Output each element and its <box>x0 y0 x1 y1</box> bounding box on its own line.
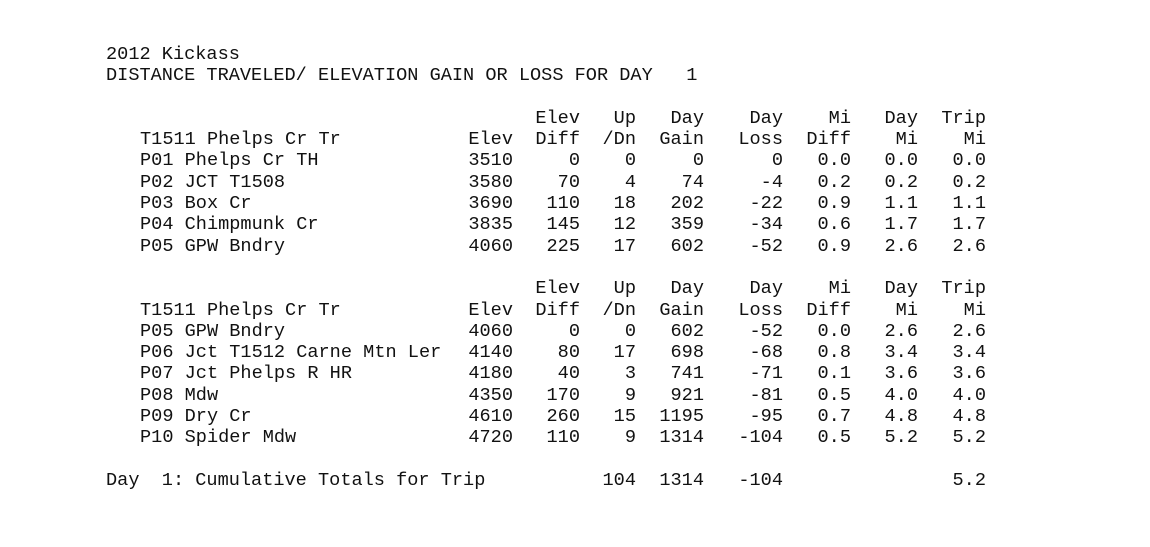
cell-mid: 0.2 <box>817 171 851 193</box>
cell-loss: -71 <box>749 363 783 385</box>
cell-name: T1511 Phelps Cr Tr <box>140 299 341 321</box>
cell-updn: 12 <box>613 214 636 236</box>
cell-diff: 70 <box>557 171 580 193</box>
cell-mid: Mi <box>828 107 851 129</box>
cell-trip: Mi <box>963 299 986 321</box>
cell-diff: Diff <box>535 129 580 151</box>
cell-mid: 0.6 <box>817 214 851 236</box>
cell-diff: 110 <box>546 193 580 215</box>
cell-loss: Day <box>749 278 783 300</box>
cell-mid: Mi <box>828 278 851 300</box>
cell-trip: 5.2 <box>952 427 986 449</box>
cell-trip: 1.7 <box>952 214 986 236</box>
table-row <box>140 236 1040 257</box>
cell-daym: 0.0 <box>884 150 918 172</box>
cell-daym: 2.6 <box>884 235 918 257</box>
cell-gain: 359 <box>670 214 704 236</box>
totals-updn: 104 <box>602 469 636 491</box>
cell-name: P07 Jct Phelps R HR <box>140 363 353 385</box>
cell-daym: 1.7 <box>884 214 918 236</box>
cell-updn: 18 <box>613 193 636 215</box>
cell-elev: 4350 <box>468 384 513 406</box>
table-row <box>140 385 1040 406</box>
cell-mid: Diff <box>806 129 851 151</box>
table-header <box>140 300 1040 321</box>
cell-gain: Day <box>670 107 704 129</box>
cell-daym: 3.4 <box>884 342 918 364</box>
table-row <box>140 193 1040 214</box>
cell-diff: 225 <box>546 235 580 257</box>
cell-loss: -34 <box>749 214 783 236</box>
cell-elev: Elev <box>468 129 513 151</box>
report <box>106 44 1040 491</box>
cell-trip: Trip <box>941 107 986 129</box>
cumulative-totals-row <box>106 470 1006 491</box>
cell-elev: 4720 <box>468 427 513 449</box>
table-row <box>140 172 1040 193</box>
cell-updn: 4 <box>624 171 636 193</box>
cell-mid: 0.0 <box>817 150 851 172</box>
cell-gain: 741 <box>670 363 704 385</box>
cell-diff: 80 <box>557 342 580 364</box>
totals-loss: -104 <box>738 469 783 491</box>
cell-loss: -52 <box>749 235 783 257</box>
cell-gain: 921 <box>670 384 704 406</box>
cell-diff: 40 <box>557 363 580 385</box>
cell-mid: Diff <box>806 299 851 321</box>
table-row <box>140 406 1040 427</box>
totals-label: Day 1: Cumulative Totals for Trip <box>106 469 486 491</box>
cell-name: P03 Box Cr <box>140 193 252 215</box>
cell-gain: Gain <box>659 129 704 151</box>
cell-loss: -4 <box>760 171 783 193</box>
cell-updn: /Dn <box>602 129 636 151</box>
cell-daym: 4.8 <box>884 406 918 428</box>
cell-updn: 9 <box>624 384 636 406</box>
cell-name: P08 Mdw <box>140 384 219 406</box>
segment-table <box>140 278 1040 448</box>
cell-name: P09 Dry Cr <box>140 406 252 428</box>
cell-loss: -22 <box>749 193 783 215</box>
cell-daym: Day <box>884 107 918 129</box>
cell-gain: 74 <box>681 171 704 193</box>
cell-updn: 15 <box>613 406 636 428</box>
cell-mid: 0.5 <box>817 427 851 449</box>
cell-loss: Loss <box>738 129 783 151</box>
cell-diff: 145 <box>546 214 580 236</box>
cell-elev: 4060 <box>468 320 513 342</box>
table-row <box>140 150 1040 171</box>
cell-mid: 0.8 <box>817 342 851 364</box>
cell-gain: 602 <box>670 320 704 342</box>
cell-diff: 0 <box>568 320 580 342</box>
cell-daym: 0.2 <box>884 171 918 193</box>
table-header-top <box>140 108 1040 129</box>
cell-loss: -68 <box>749 342 783 364</box>
cell-trip: 4.0 <box>952 384 986 406</box>
table-row <box>140 363 1040 384</box>
cell-trip: 2.6 <box>952 320 986 342</box>
segment-tables <box>106 108 1040 449</box>
cell-mid: 0.9 <box>817 193 851 215</box>
cell-name: P05 GPW Bndry <box>140 235 286 257</box>
cell-trip: Trip <box>941 278 986 300</box>
cell-elev: 3835 <box>468 214 513 236</box>
table-header <box>140 129 1040 150</box>
table-row <box>140 427 1040 448</box>
cell-daym: Mi <box>895 299 918 321</box>
cell-daym: 3.6 <box>884 363 918 385</box>
cell-mid: 0.1 <box>817 363 851 385</box>
cell-elev: 4140 <box>468 342 513 364</box>
cell-name: P01 Phelps Cr TH <box>140 150 319 172</box>
table-row <box>140 214 1040 235</box>
cell-updn: 9 <box>624 427 636 449</box>
cell-name: T1511 Phelps Cr Tr <box>140 129 341 151</box>
cell-gain: 0 <box>692 150 704 172</box>
cell-loss: -81 <box>749 384 783 406</box>
cell-daym: 5.2 <box>884 427 918 449</box>
cell-loss: -104 <box>738 427 783 449</box>
cell-updn: 3 <box>624 363 636 385</box>
cell-diff: 170 <box>546 384 580 406</box>
report-title: 2012 Kickass <box>106 44 240 65</box>
cell-trip: 2.6 <box>952 235 986 257</box>
cell-trip: 0.0 <box>952 150 986 172</box>
cell-elev: 3510 <box>468 150 513 172</box>
cell-loss: Loss <box>738 299 783 321</box>
cell-gain: Gain <box>659 299 704 321</box>
cell-loss: 0 <box>771 150 783 172</box>
table-header-top <box>140 278 1040 299</box>
cell-mid: 0.9 <box>817 235 851 257</box>
report-subtitle: DISTANCE TRAVELED/ ELEVATION GAIN OR LOSS FOR DAY 1 <box>106 65 698 87</box>
cell-trip: 3.4 <box>952 342 986 364</box>
cell-diff: 0 <box>568 150 580 172</box>
cell-elev: 4060 <box>468 235 513 257</box>
cell-gain: 1195 <box>659 406 704 428</box>
cell-updn: Up <box>613 107 636 129</box>
cell-updn: 0 <box>624 150 636 172</box>
cell-name: P04 Chimpmunk Cr <box>140 214 319 236</box>
table-row <box>140 321 1040 342</box>
cell-updn: 0 <box>624 320 636 342</box>
cell-name: P05 GPW Bndry <box>140 320 286 342</box>
cell-gain: Day <box>670 278 704 300</box>
cell-daym: 4.0 <box>884 384 918 406</box>
cell-gain: 1314 <box>659 427 704 449</box>
cell-mid: 0.5 <box>817 384 851 406</box>
cell-loss: -95 <box>749 406 783 428</box>
cell-elev: Elev <box>468 299 513 321</box>
cell-elev: 3690 <box>468 193 513 215</box>
cell-trip: 0.2 <box>952 171 986 193</box>
cell-diff: 110 <box>546 427 580 449</box>
cell-daym: Mi <box>895 129 918 151</box>
cell-loss: Day <box>749 107 783 129</box>
cell-mid: 0.0 <box>817 320 851 342</box>
cell-trip: 4.8 <box>952 406 986 428</box>
cell-elev: 4610 <box>468 406 513 428</box>
cell-name: P02 JCT T1508 <box>140 171 286 193</box>
cell-trip: 1.1 <box>952 193 986 215</box>
cell-gain: 202 <box>670 193 704 215</box>
table-row <box>140 342 1040 363</box>
cell-updn: Up <box>613 278 636 300</box>
cell-daym: 2.6 <box>884 320 918 342</box>
cell-loss: -52 <box>749 320 783 342</box>
totals-gain: 1314 <box>659 469 704 491</box>
cell-gain: 602 <box>670 235 704 257</box>
cell-trip: Mi <box>963 129 986 151</box>
cell-daym: 1.1 <box>884 193 918 215</box>
cell-updn: 17 <box>613 342 636 364</box>
cell-updn: 17 <box>613 235 636 257</box>
cell-elev: 4180 <box>468 363 513 385</box>
totals-trip-mi: 5.2 <box>952 469 986 491</box>
cell-name: P10 Spider Mdw <box>140 427 297 449</box>
cell-diff: Elev <box>535 107 580 129</box>
cell-updn: /Dn <box>602 299 636 321</box>
cell-gain: 698 <box>670 342 704 364</box>
cell-diff: 260 <box>546 406 580 428</box>
cell-diff: Elev <box>535 278 580 300</box>
cell-mid: 0.7 <box>817 406 851 428</box>
cell-daym: Day <box>884 278 918 300</box>
cell-elev: 3580 <box>468 171 513 193</box>
cell-trip: 3.6 <box>952 363 986 385</box>
cell-name: P06 Jct T1512 Carne Mtn Ler <box>140 342 442 364</box>
cell-diff: Diff <box>535 299 580 321</box>
segment-table <box>140 108 1040 257</box>
